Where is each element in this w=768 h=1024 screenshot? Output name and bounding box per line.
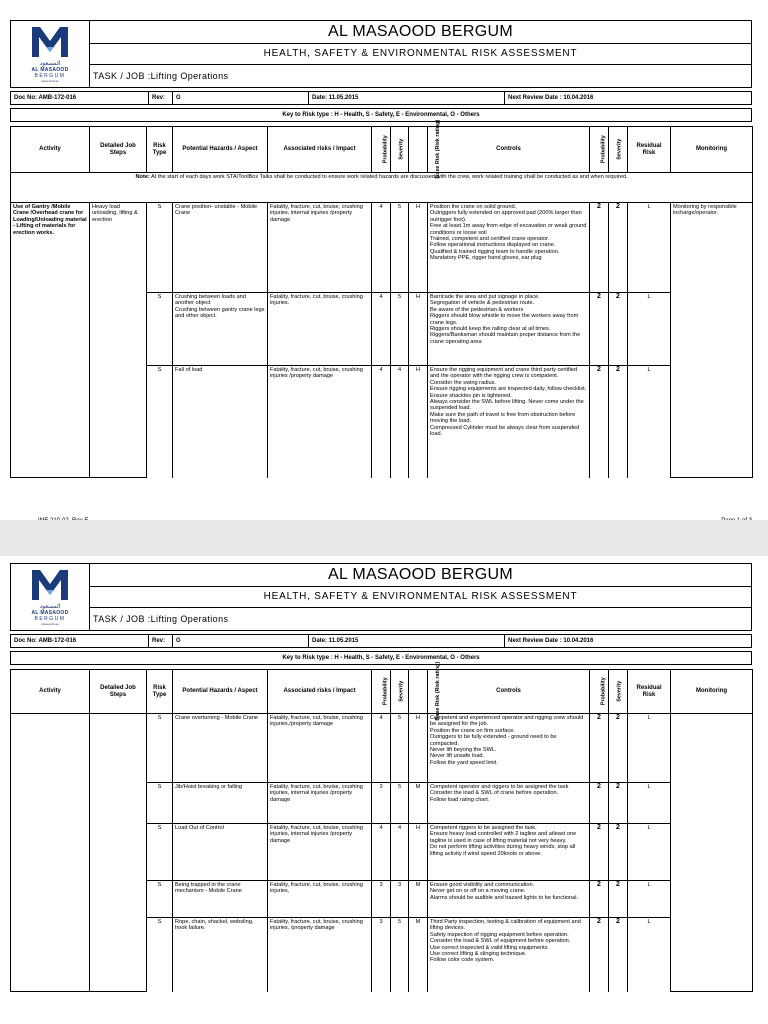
probability-cell: 3 <box>372 918 391 992</box>
col-severity-2: Severity <box>609 670 628 714</box>
base-risk-cell: H <box>409 293 428 366</box>
risk-cell: Fatality, fracture, cut, bruise, crushing injuries, internal injuries /property damage <box>268 203 372 293</box>
controls-cell: Ensure the rigging equipment and crane third party certified and the operator with the rigging crew is compatent. Consider the swing radius. Ensure rigging equipments are inspected daily, follow checklist. Ensure shackles pin is tightened. Always consider the SWL before lifting. Never come under the suspended load. Make sure the path of travel is free from obstruction before moving the load. Compressed Cylinder must be always clear from suspended load. <box>428 366 590 478</box>
risk-cell: Fatality, fracture, cut, bruise, crushing injuries, <box>268 881 372 918</box>
controls-cell: Third Party inspection, testing & calibration of equipment and lifting devices. Safety inspection of rigging equipment before operation. Consider the load & SWL of equipment before operation. Use correct inspected & valid lifting equipments Use correct lifting & slinging technique. Follow color code system. <box>428 918 590 992</box>
hazard-cell: Load Out of Control <box>173 824 268 881</box>
controls-cell: Ensure good visibility and communication. Never get on or off on a moving crane. Alarms should be audible and hazard lights to be functional. <box>428 881 590 918</box>
col-residual: Residual Risk <box>628 670 671 714</box>
probability-cell: 4 <box>372 203 391 293</box>
logo-arabic: المسعود <box>39 60 61 67</box>
risk-type-cell: S <box>147 293 173 366</box>
col-risks: Associated risks / Impact <box>268 670 372 714</box>
residual-severity-cell: 2 <box>609 714 628 783</box>
base-risk-cell: H <box>409 824 428 881</box>
hazard-cell: Fall of load <box>173 366 268 478</box>
severity-cell: 3 <box>391 881 409 918</box>
logo-m-mark-icon <box>30 568 70 602</box>
task-value: :Lifting Operations <box>147 614 229 624</box>
table-header-row <box>11 670 753 714</box>
risk-type-key: Key to Risk type : H - Health, S - Safety, E - Environmental, O - Others <box>10 108 752 122</box>
base-risk-cell: H <box>409 714 428 783</box>
residual-risk-cell: L <box>628 824 671 881</box>
severity-cell: 5 <box>391 714 409 783</box>
activity-cell: Use of Gantry /Mobile Crane /Overhead crane for Loading/Unloading material - Lifting of materials for erection works. <box>11 203 90 478</box>
col-controls: Controls <box>428 670 590 714</box>
task-label: TASK / JOB <box>93 71 145 81</box>
steps-cell: Heavy load unloading, lifting & erection <box>90 203 147 478</box>
company-logo <box>11 21 90 87</box>
document-page-1 <box>10 20 752 478</box>
col-severity: Severity <box>391 670 409 714</box>
note-row <box>11 173 753 203</box>
page-header <box>10 20 752 88</box>
residual-probability-cell: 2 <box>590 783 609 824</box>
note-cell <box>11 173 753 203</box>
residual-risk-cell: L <box>628 293 671 366</box>
hazard-cell: Rope, chain, shackel, websling, hook failure. <box>173 918 268 992</box>
logo-arabic: المسعود <box>39 603 61 610</box>
residual-severity-cell: 2 <box>609 203 628 293</box>
controls-cell: Competent riggers to be assigned the task. Ensure heavy load controlled with 2 tagline and atleast one tagline is used in case of lifting material not very heavy. Do not perform lifting activities during heavy winds, stop all lifting activity if wind speed 20knots or above. <box>428 824 590 881</box>
task-value: :Lifting Operations <box>147 71 229 81</box>
hazard-cell: Crane position- unstable - Mobile Crane <box>173 203 268 293</box>
col-severity: Severity <box>391 127 409 173</box>
monitoring-cell <box>671 714 753 992</box>
rev-label: Rev: <box>149 635 173 647</box>
residual-probability-cell: 2 <box>590 366 609 478</box>
logo-line-3: www.amb.ae <box>41 622 59 626</box>
residual-severity-cell: 2 <box>609 824 628 881</box>
base-risk-cell: H <box>409 203 428 293</box>
risk-type-cell: S <box>147 366 173 478</box>
residual-probability-cell: 2 <box>590 714 609 783</box>
risk-type-cell: S <box>147 824 173 881</box>
col-hazards: Potential Hazards / Aspect <box>173 670 268 714</box>
col-steps: Detailed Job Steps <box>90 670 147 714</box>
residual-risk-cell: L <box>628 881 671 918</box>
doc-number: Doc No: AMB-172-016 <box>11 635 149 647</box>
next-review-date: Next Review Date : 10.04.2016 <box>508 638 594 644</box>
severity-cell: 5 <box>391 918 409 992</box>
residual-probability-cell: 2 <box>590 824 609 881</box>
severity-cell: 5 <box>391 783 409 824</box>
risk-assessment-table <box>10 662 753 992</box>
hazard-cell: Being trapped in the crane mechanism - Mobile Crane <box>173 881 268 918</box>
severity-cell: 4 <box>391 366 409 478</box>
probability-cell: 4 <box>372 714 391 783</box>
controls-cell: Competent operator and riggers to be assigned the task Consider the load & SWL of crane before operation. Follow load rating chart. <box>428 783 590 824</box>
controls-cell: Position the crane on solid ground. Outriggers fully extended on approved pad (200% larger than outrigger foot). Free at least 1m away from edge of excavation or weak ground conditions or loose soil Trained, competent and certified crane operator. Follow operational instructions displayed on crane. Qualified & trained rigging team to handle operation. Mandatory PPE, rigger hand gloves, ear plug <box>428 203 590 293</box>
residual-risk-cell: L <box>628 366 671 478</box>
task-job-line <box>90 608 751 630</box>
base-risk-cell: M <box>409 918 428 992</box>
col-risks: Associated risks / Impact <box>268 127 372 173</box>
col-hazards: Potential Hazards / Aspect <box>173 127 268 173</box>
col-controls: Controls <box>428 127 590 173</box>
residual-risk-cell: L <box>628 203 671 293</box>
table-header-row <box>11 127 753 173</box>
hazard-cell: Crushing between loads and another object Crushing between gantry crane legs and other object. <box>173 293 268 366</box>
residual-severity-cell: 2 <box>609 293 628 366</box>
residual-risk-cell: L <box>628 783 671 824</box>
company-title: AL MASAOOD BERGUM <box>90 21 751 44</box>
residual-risk-cell: L <box>628 918 671 992</box>
probability-cell: 3 <box>372 783 391 824</box>
probability-cell: 4 <box>372 366 391 478</box>
doc-number: Doc No: AMB-172-016 <box>11 92 149 104</box>
col-steps: Detailed Job Steps <box>90 127 147 173</box>
task-job-line <box>90 65 751 87</box>
col-monitoring: Monitoring <box>671 670 753 714</box>
company-title: AL MASAOOD BERGUM <box>90 564 751 587</box>
risk-assessment-table <box>10 120 753 478</box>
hazard-cell: Jib/Hoist breaking or falling <box>173 783 268 824</box>
probability-cell: 3 <box>372 881 391 918</box>
residual-probability-cell: 2 <box>590 293 609 366</box>
logo-line-2: BERGUM <box>34 73 66 79</box>
risk-type-cell: S <box>147 714 173 783</box>
risk-type-cell: S <box>147 783 173 824</box>
severity-cell: 5 <box>391 203 409 293</box>
col-probability-2: Probability <box>590 670 609 714</box>
rev-value: G <box>173 92 309 104</box>
table-row <box>11 203 753 293</box>
document-page-2 <box>10 563 752 992</box>
probability-cell: 4 <box>372 824 391 881</box>
document-info-row <box>10 634 752 648</box>
activity-cell <box>11 714 90 992</box>
next-review-date: Next Review Date : 10.04.2016 <box>508 95 594 101</box>
issue-date: Date: 11.05.2015 <box>309 92 505 104</box>
risk-type-cell: S <box>147 918 173 992</box>
rev-label: Rev: <box>149 92 173 104</box>
risk-cell: Fatality, fracture, cut, bruise, crushing injuries,/property damage <box>268 714 372 783</box>
residual-severity-cell: 2 <box>609 918 628 992</box>
col-base-risk: Base Risk (Risk rating) <box>409 127 428 173</box>
col-activity: Activity <box>11 670 90 714</box>
severity-cell: 5 <box>391 293 409 366</box>
probability-cell: 4 <box>372 293 391 366</box>
page-header <box>10 563 752 631</box>
base-risk-cell: M <box>409 881 428 918</box>
residual-severity-cell: 2 <box>609 881 628 918</box>
logo-line-1: AL MASAOOD <box>31 610 69 616</box>
risk-type-cell: S <box>147 881 173 918</box>
risk-cell: Fatality, fracture, cut, bruise, crushing injuries, internal injuries /property damage <box>268 783 372 824</box>
risk-cell: Fatality, fracture, cut, bruise, crushing injuries, internal injuries /property damage <box>268 824 372 881</box>
residual-probability-cell: 2 <box>590 203 609 293</box>
rev-value: G <box>173 635 309 647</box>
col-severity-2: Severity <box>609 127 628 173</box>
risk-cell: Fatality, fracture, cut, bruise, crushing injuries, /property damage <box>268 918 372 992</box>
residual-severity-cell: 2 <box>609 366 628 478</box>
base-risk-cell: H <box>409 366 428 478</box>
issue-date: Date: 11.05.2015 <box>309 635 505 647</box>
assessment-subtitle: HEALTH, SAFETY & ENVIRONMENTAL RISK ASSESSMENT <box>90 587 751 608</box>
hazard-cell: Crane overturning - Mobile Crane <box>173 714 268 783</box>
col-base-risk: Base Risk (Risk rating) <box>409 670 428 714</box>
monitoring-cell: Monitoring by responsible incharge/operator. <box>671 203 753 478</box>
logo-line-1: AL MASAOOD <box>31 67 69 73</box>
severity-cell: 4 <box>391 824 409 881</box>
controls-cell: Competent and experienced operator and rigging crew should be assigned for the job. Position the crane on firm surface. Outriggers to be fully extended - ground need to be compacted. Never lift beyong the SWL. Never lift unsafe load. Follow the yard speed limit. <box>428 714 590 783</box>
risk-cell: Fatality, fracture, cut, bruise, crushing injuries /property damage <box>268 366 372 478</box>
risk-type-key: Key to Risk type : H - Health, S - Safety, E - Environmental, O - Others <box>10 651 752 665</box>
document-info-row <box>10 91 752 105</box>
col-residual: Residual Risk <box>628 127 671 173</box>
residual-risk-cell: L <box>628 714 671 783</box>
col-probability: Probability <box>372 127 391 173</box>
steps-cell <box>90 714 147 992</box>
logo-line-3: www.amb.ae <box>41 79 59 83</box>
col-monitoring: Monitoring <box>671 127 753 173</box>
col-activity: Activity <box>11 127 90 173</box>
risk-type-cell: S <box>147 203 173 293</box>
col-probability-2: Probability <box>590 127 609 173</box>
residual-severity-cell: 2 <box>609 783 628 824</box>
logo-line-2: BERGUM <box>34 616 66 622</box>
company-logo <box>11 564 90 630</box>
col-probability: Probability <box>372 670 391 714</box>
residual-probability-cell: 2 <box>590 881 609 918</box>
note-text: At the start of each days work STA/ToolBox Talks shall be conducted to ensure work related hazards are discussed with the crew, work related training shall be conducted as and when required. <box>149 174 628 180</box>
task-label: TASK / JOB <box>93 614 145 624</box>
col-risk-type: Risk Type <box>147 127 173 173</box>
controls-cell: Barricade the area and put signage in place. Segregation of vehicle & pedestrian route. Be aware of the pedestrian & workers Riggers should blow whistle to move the workers away from crane legs. Riggers should keep the railing clear at all times. Riggers/Banksman should maintain proper distance from the crane operating area <box>428 293 590 366</box>
residual-probability-cell: 2 <box>590 918 609 992</box>
col-risk-type: Risk Type <box>147 670 173 714</box>
page-separator <box>0 520 768 556</box>
risk-cell: Fatality, fracture, cut, bruise, crushing injuries. <box>268 293 372 366</box>
table-row <box>11 714 753 783</box>
logo-m-mark-icon <box>30 25 70 59</box>
note-label: Note: <box>135 174 150 180</box>
base-risk-cell: M <box>409 783 428 824</box>
assessment-subtitle: HEALTH, SAFETY & ENVIRONMENTAL RISK ASSESSMENT <box>90 44 751 65</box>
